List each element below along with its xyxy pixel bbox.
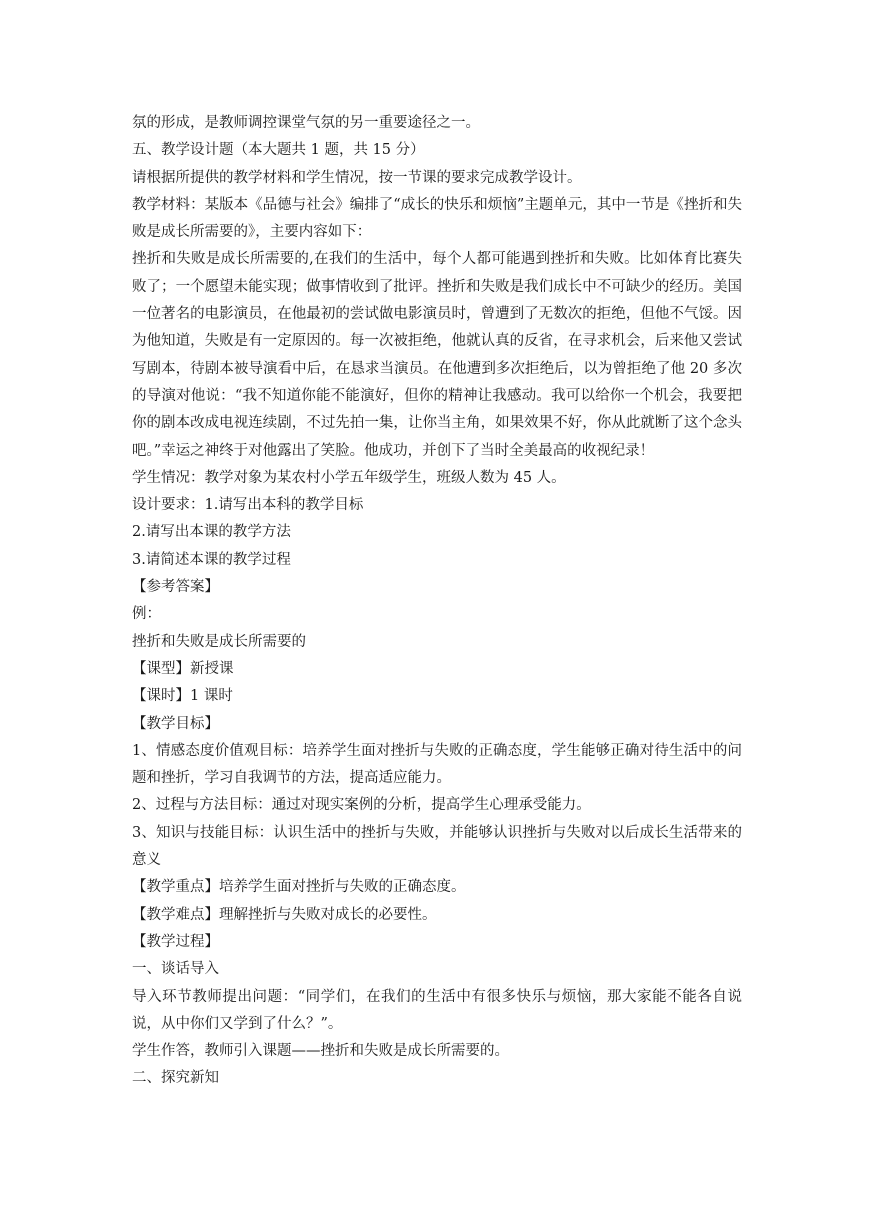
document-body (132, 110, 742, 1093)
lesson-hours: 【课时】1 课时 (132, 688, 233, 705)
process-step-2-heading: 二、探究新知 (132, 1070, 219, 1087)
paragraph-material: 教学材料：某版本《品德与社会》编排了“成长的快乐和烦恼”主题单元，其中一节是《挫折和失败是成长所需要的》，主要内容如下： (132, 196, 742, 241)
objective-3: 3、知识与技能目标：认识生活中的挫折与失败，并能够认识挫折与失败对以后成长生活带来的意义 (132, 824, 742, 869)
paragraph-example: 例： (132, 606, 161, 623)
teaching-difficulty: 【教学难点】理解挫折与失败对成长的必要性。 (132, 906, 437, 923)
heading-reference-answer: 【参考答案】 (132, 579, 219, 596)
paragraph-requirement-3: 3.请简述本课的教学过程 (132, 551, 291, 568)
process-step-1-question: 导入环节教师提出问题：“同学们，在我们的生活中有很多快乐与烦恼，那大家能不能各自说说，从中你们又学到了什么？”。 (132, 988, 742, 1032)
process-step-1-answer: 学生作答，教师引入课题——挫折和失败是成长所需要的。 (132, 1043, 509, 1060)
paragraph-requirement-2: 2.请写出本课的教学方法 (132, 524, 291, 541)
section-heading-design: 五、教学设计题（本大题共 1 题，共 15 分） (132, 142, 425, 159)
lesson-type: 【课型】新授课 (132, 660, 234, 677)
objective-2: 2、过程与方法目标：通过对现实案例的分析，提高学生心理承受能力。 (132, 797, 591, 814)
lesson-title: 挫折和失败是成长所需要的 (132, 633, 306, 650)
paragraph-story: 挫折和失败是成长所需要的,在我们的生活中，每个人都可能遇到挫折和失败。比如体育比赛失败了；一个愿望未能实现；做事情收到了批评。挫折和失败是我们成长中不可缺少的经历。美国一位著名的电影演员，在他最初的尝试做电影演员时，曾遭到了无数次的拒绝，但他不气馁。因为他知道，失败是有一定原因的。每一次被拒绝，他就认真的反省，在寻求机会，后来他又尝试写剧本，待剧本被导演看中后，在恳求当演员。在他遭到多次拒绝后，以为曾拒绝了他 20 多次的导演对他说：“我不知道你能不能演好，但你的精神让我感动。我可以给你一个机会，我要把你的剧本改成电视连续剧，不过先拍一集，让你当主角，如果效果不好，你从此就断了这个念头吧。”幸运之神终于对他露出了笑脸。他成功，并创下了当时全美最高的收视纪录！ (132, 251, 742, 459)
teaching-focus: 【教学重点】培养学生面对挫折与失败的正确态度。 (132, 879, 466, 896)
process-step-1-heading: 一、谈话导入 (132, 961, 219, 978)
paragraph-student-info: 学生情况：教学对象为某农村小学五年级学生，班级人数为 45 人。 (132, 469, 566, 486)
heading-process: 【教学过程】 (132, 933, 219, 950)
objective-1: 1、情感态度价值观目标：培养学生面对挫折与失败的正确态度，学生能够正确对待生活中的问题和挫折，学习自我调节的方法，提高适应能力。 (132, 742, 742, 787)
paragraph-instruction: 请根据所提供的教学材料和学生情况，按一节课的要求完成教学设计。 (132, 169, 582, 186)
paragraph-requirement-1: 设计要求：1.请写出本科的教学目标 (132, 497, 364, 514)
heading-objectives: 【教学目标】 (132, 715, 219, 732)
paragraph-intro-tail: 氛的形成，是教师调控课堂气氛的另一重要途径之一。 (132, 115, 480, 131)
